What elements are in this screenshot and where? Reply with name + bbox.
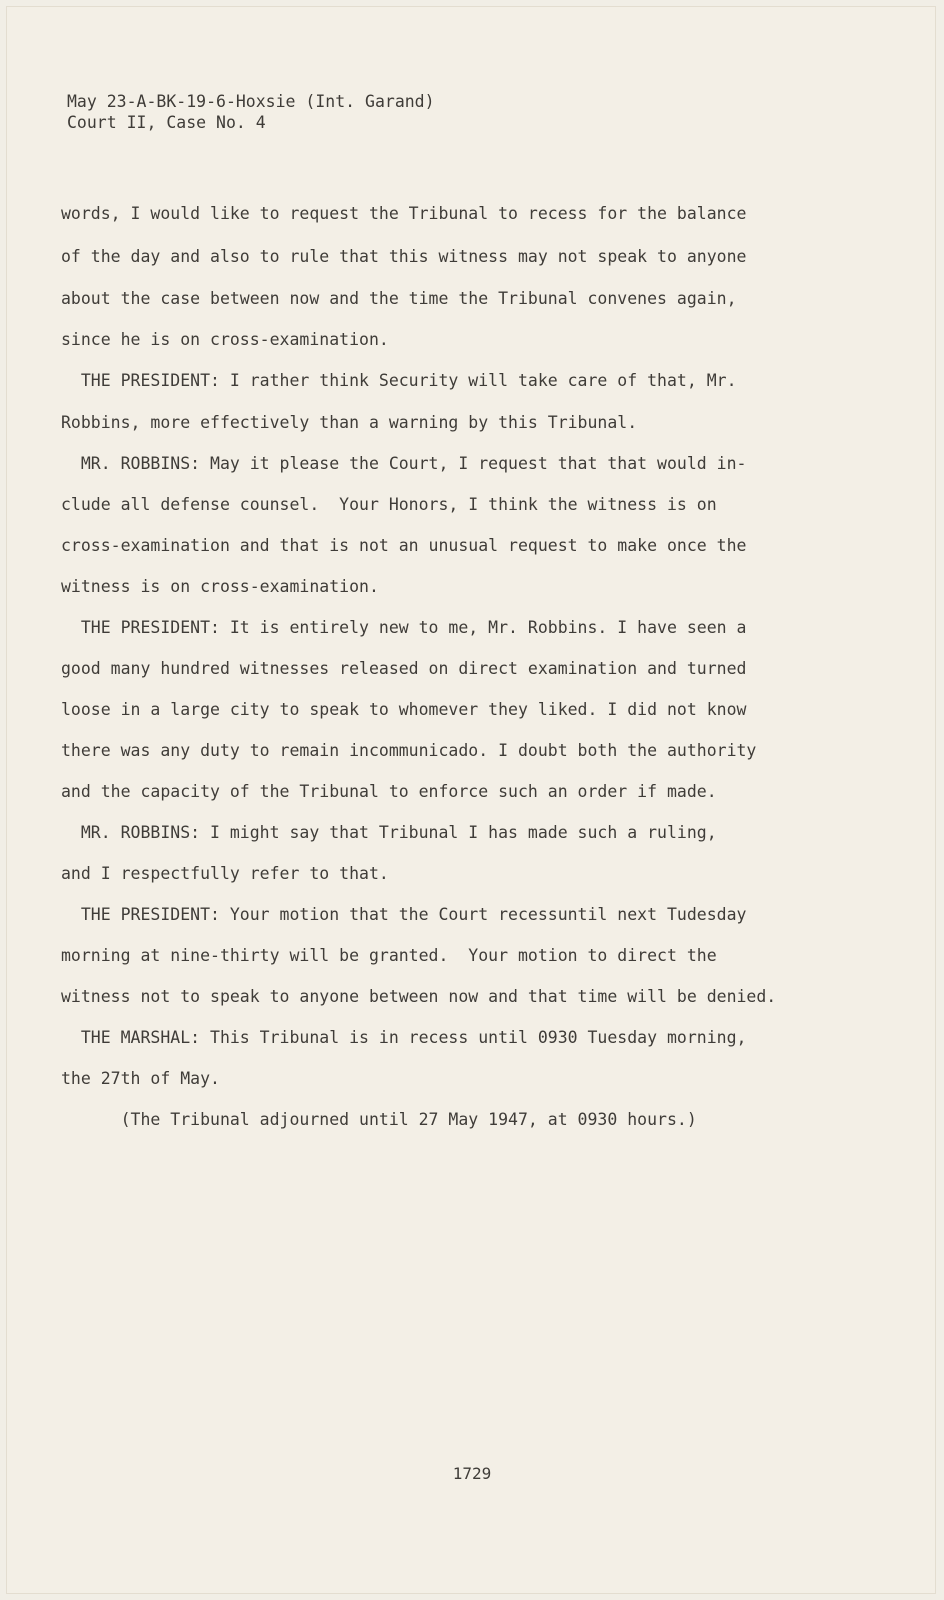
transcript-line: cross-examination and that is not an unusual request to make once the [61, 536, 747, 555]
transcript-line: clude all defense counsel. Your Honors, I think the witness is on [61, 495, 717, 514]
transcript-line: about the case between now and the time the Tribunal convenes again, [61, 289, 737, 308]
document-page [6, 6, 936, 1594]
page-number: 1729 [452, 1464, 492, 1483]
document-header [67, 91, 435, 133]
transcript-line: there was any duty to remain incommunicado. I doubt both the authority [61, 741, 757, 760]
transcript-line: THE MARSHAL: This Tribunal is in recess until 0930 Tuesday morning, [61, 1028, 747, 1047]
transcript-line: witness not to speak to anyone between now and that time will be denied. [61, 987, 777, 1006]
transcript-line: witness is on cross-examination. [61, 577, 379, 596]
transcript-line: of the day and also to rule that this witness may not speak to anyone [61, 247, 747, 266]
header-line-2: Court II, Case No. 4 [67, 113, 266, 132]
transcript-line: THE PRESIDENT: Your motion that the Court recessuntil next Tudesday [61, 905, 747, 924]
transcript-line: MR. ROBBINS: I might say that Tribunal I has made such a ruling, [61, 823, 717, 842]
transcript-line: the 27th of May. [61, 1069, 220, 1088]
transcript-line: MR. ROBBINS: May it please the Court, I request that that would in- [61, 454, 747, 473]
transcript-line: words, I would like to request the Tribunal to recess for the balance [61, 204, 747, 223]
transcript-line: loose in a large city to speak to whomever they liked. I did not know [61, 700, 747, 719]
transcript-line: THE PRESIDENT: It is entirely new to me, Mr. Robbins. I have seen a [61, 618, 747, 637]
transcript-line: good many hundred witnesses released on direct examination and turned [61, 659, 747, 678]
transcript-line: since he is on cross-examination. [61, 330, 389, 349]
transcript-line: morning at nine-thirty will be granted. Your motion to direct the [61, 946, 717, 965]
transcript-line: THE PRESIDENT: I rather think Security will take care of that, Mr. [61, 371, 737, 390]
transcript-line: (The Tribunal adjourned until 27 May 1947, at 0930 hours.) [61, 1110, 697, 1129]
transcript-line: Robbins, more effectively than a warning by this Tribunal. [61, 413, 638, 432]
header-line-1: May 23-A-BK-19-6-Hoxsie (Int. Garand) [67, 92, 435, 111]
transcript-line: and the capacity of the Tribunal to enforce such an order if made. [61, 782, 717, 801]
transcript-line: and I respectfully refer to that. [61, 864, 389, 883]
